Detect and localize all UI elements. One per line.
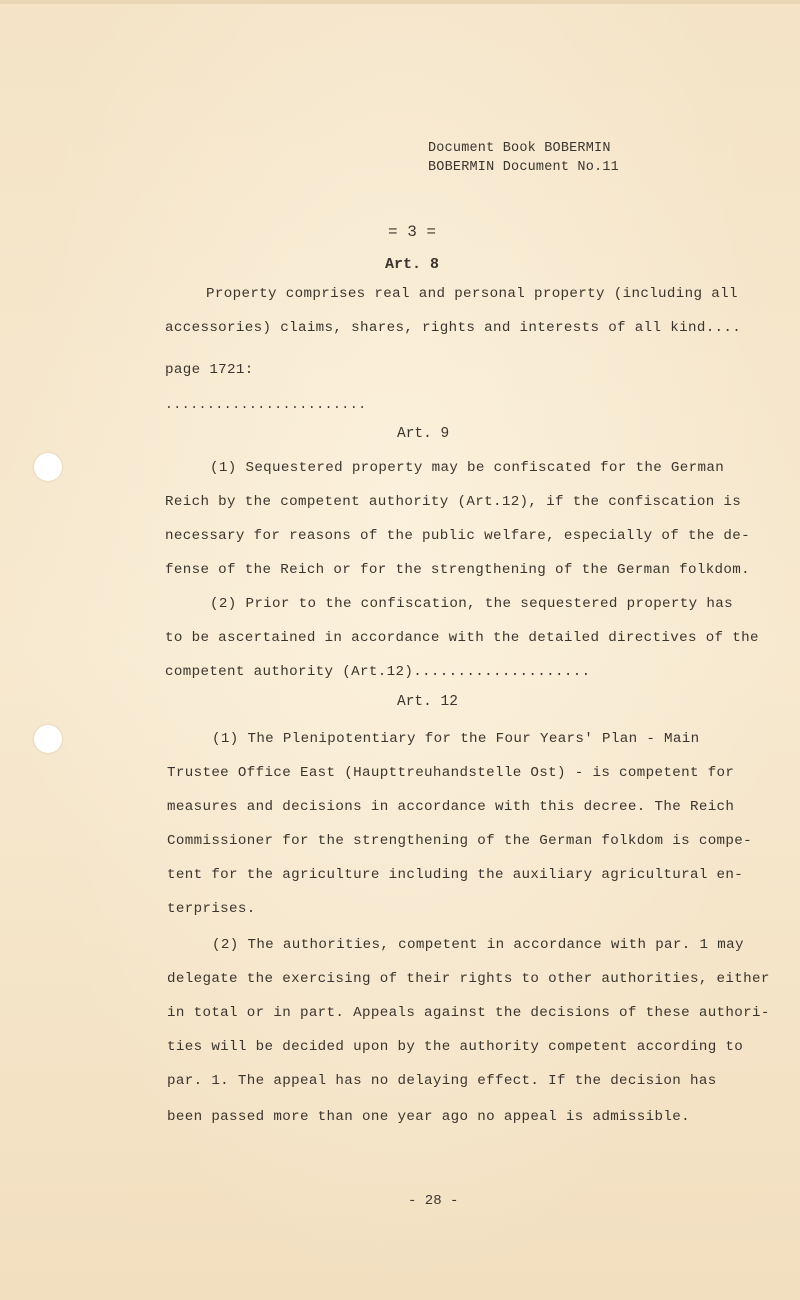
text-line: terprises.	[167, 901, 256, 917]
text-line: Reich by the competent authority (Art.12), if the confiscation is	[165, 494, 742, 510]
article-9-heading: Art. 9	[397, 426, 450, 442]
text-line: been passed more than one year ago no appeal is admissible.	[167, 1109, 690, 1125]
document-number-label: BOBERMIN Document No.11	[428, 160, 619, 175]
text-line: (2) The authorities, competent in accordance with par. 1 may	[212, 937, 744, 953]
text-line: delegate the exercising of their rights to other authorities, either	[167, 971, 770, 987]
text-line: Commissioner for the strengthening of the German folkdom is compe-	[167, 833, 753, 849]
text-line: competent authority (Art.12)....................	[165, 664, 591, 680]
text-line: par. 1. The appeal has no delaying effect. If the decision has	[167, 1073, 717, 1089]
text-line: in total or in part. Appeals against the decisions of these authori-	[167, 1005, 770, 1021]
text-line: (2) Prior to the confiscation, the sequestered property has	[210, 596, 733, 612]
text-line: page 1721:	[165, 362, 254, 378]
text-line: to be ascertained in accordance with the detailed directives of the	[165, 630, 759, 646]
text-line: (1) The Plenipotentiary for the Four Years' Plan - Main	[212, 731, 700, 747]
page-number: - 28 -	[408, 1193, 459, 1209]
text-line: necessary for reasons of the public welfare, especially of the de-	[165, 528, 751, 544]
text-line: ties will be decided upon by the authority competent according to	[167, 1039, 744, 1055]
punch-hole	[34, 453, 62, 481]
article-12-heading: Art. 12	[397, 694, 458, 710]
punch-hole	[34, 725, 62, 753]
page-marker: = 3 =	[388, 223, 437, 241]
text-line: measures and decisions in accordance with this decree. The Reich	[167, 799, 735, 815]
text-line: fense of the Reich or for the strengthening of the German folkdom.	[165, 562, 751, 578]
page-top-edge	[0, 0, 800, 4]
text-line: Property comprises real and personal property (including all	[206, 286, 738, 302]
text-line: tent for the agriculture including the auxiliary agricultural en-	[167, 867, 744, 883]
text-line: accessories) claims, shares, rights and interests of all kind....	[165, 320, 742, 336]
document-book-label: Document Book BOBERMIN	[428, 141, 611, 156]
article-8-heading: Art. 8	[385, 256, 440, 273]
document-header	[428, 139, 619, 177]
omission-dots: ........................	[165, 397, 367, 412]
text-line: Trustee Office East (Haupttreuhandstelle Ost) - is competent for	[167, 765, 735, 781]
text-line: (1) Sequestered property may be confiscated for the German	[210, 460, 725, 476]
